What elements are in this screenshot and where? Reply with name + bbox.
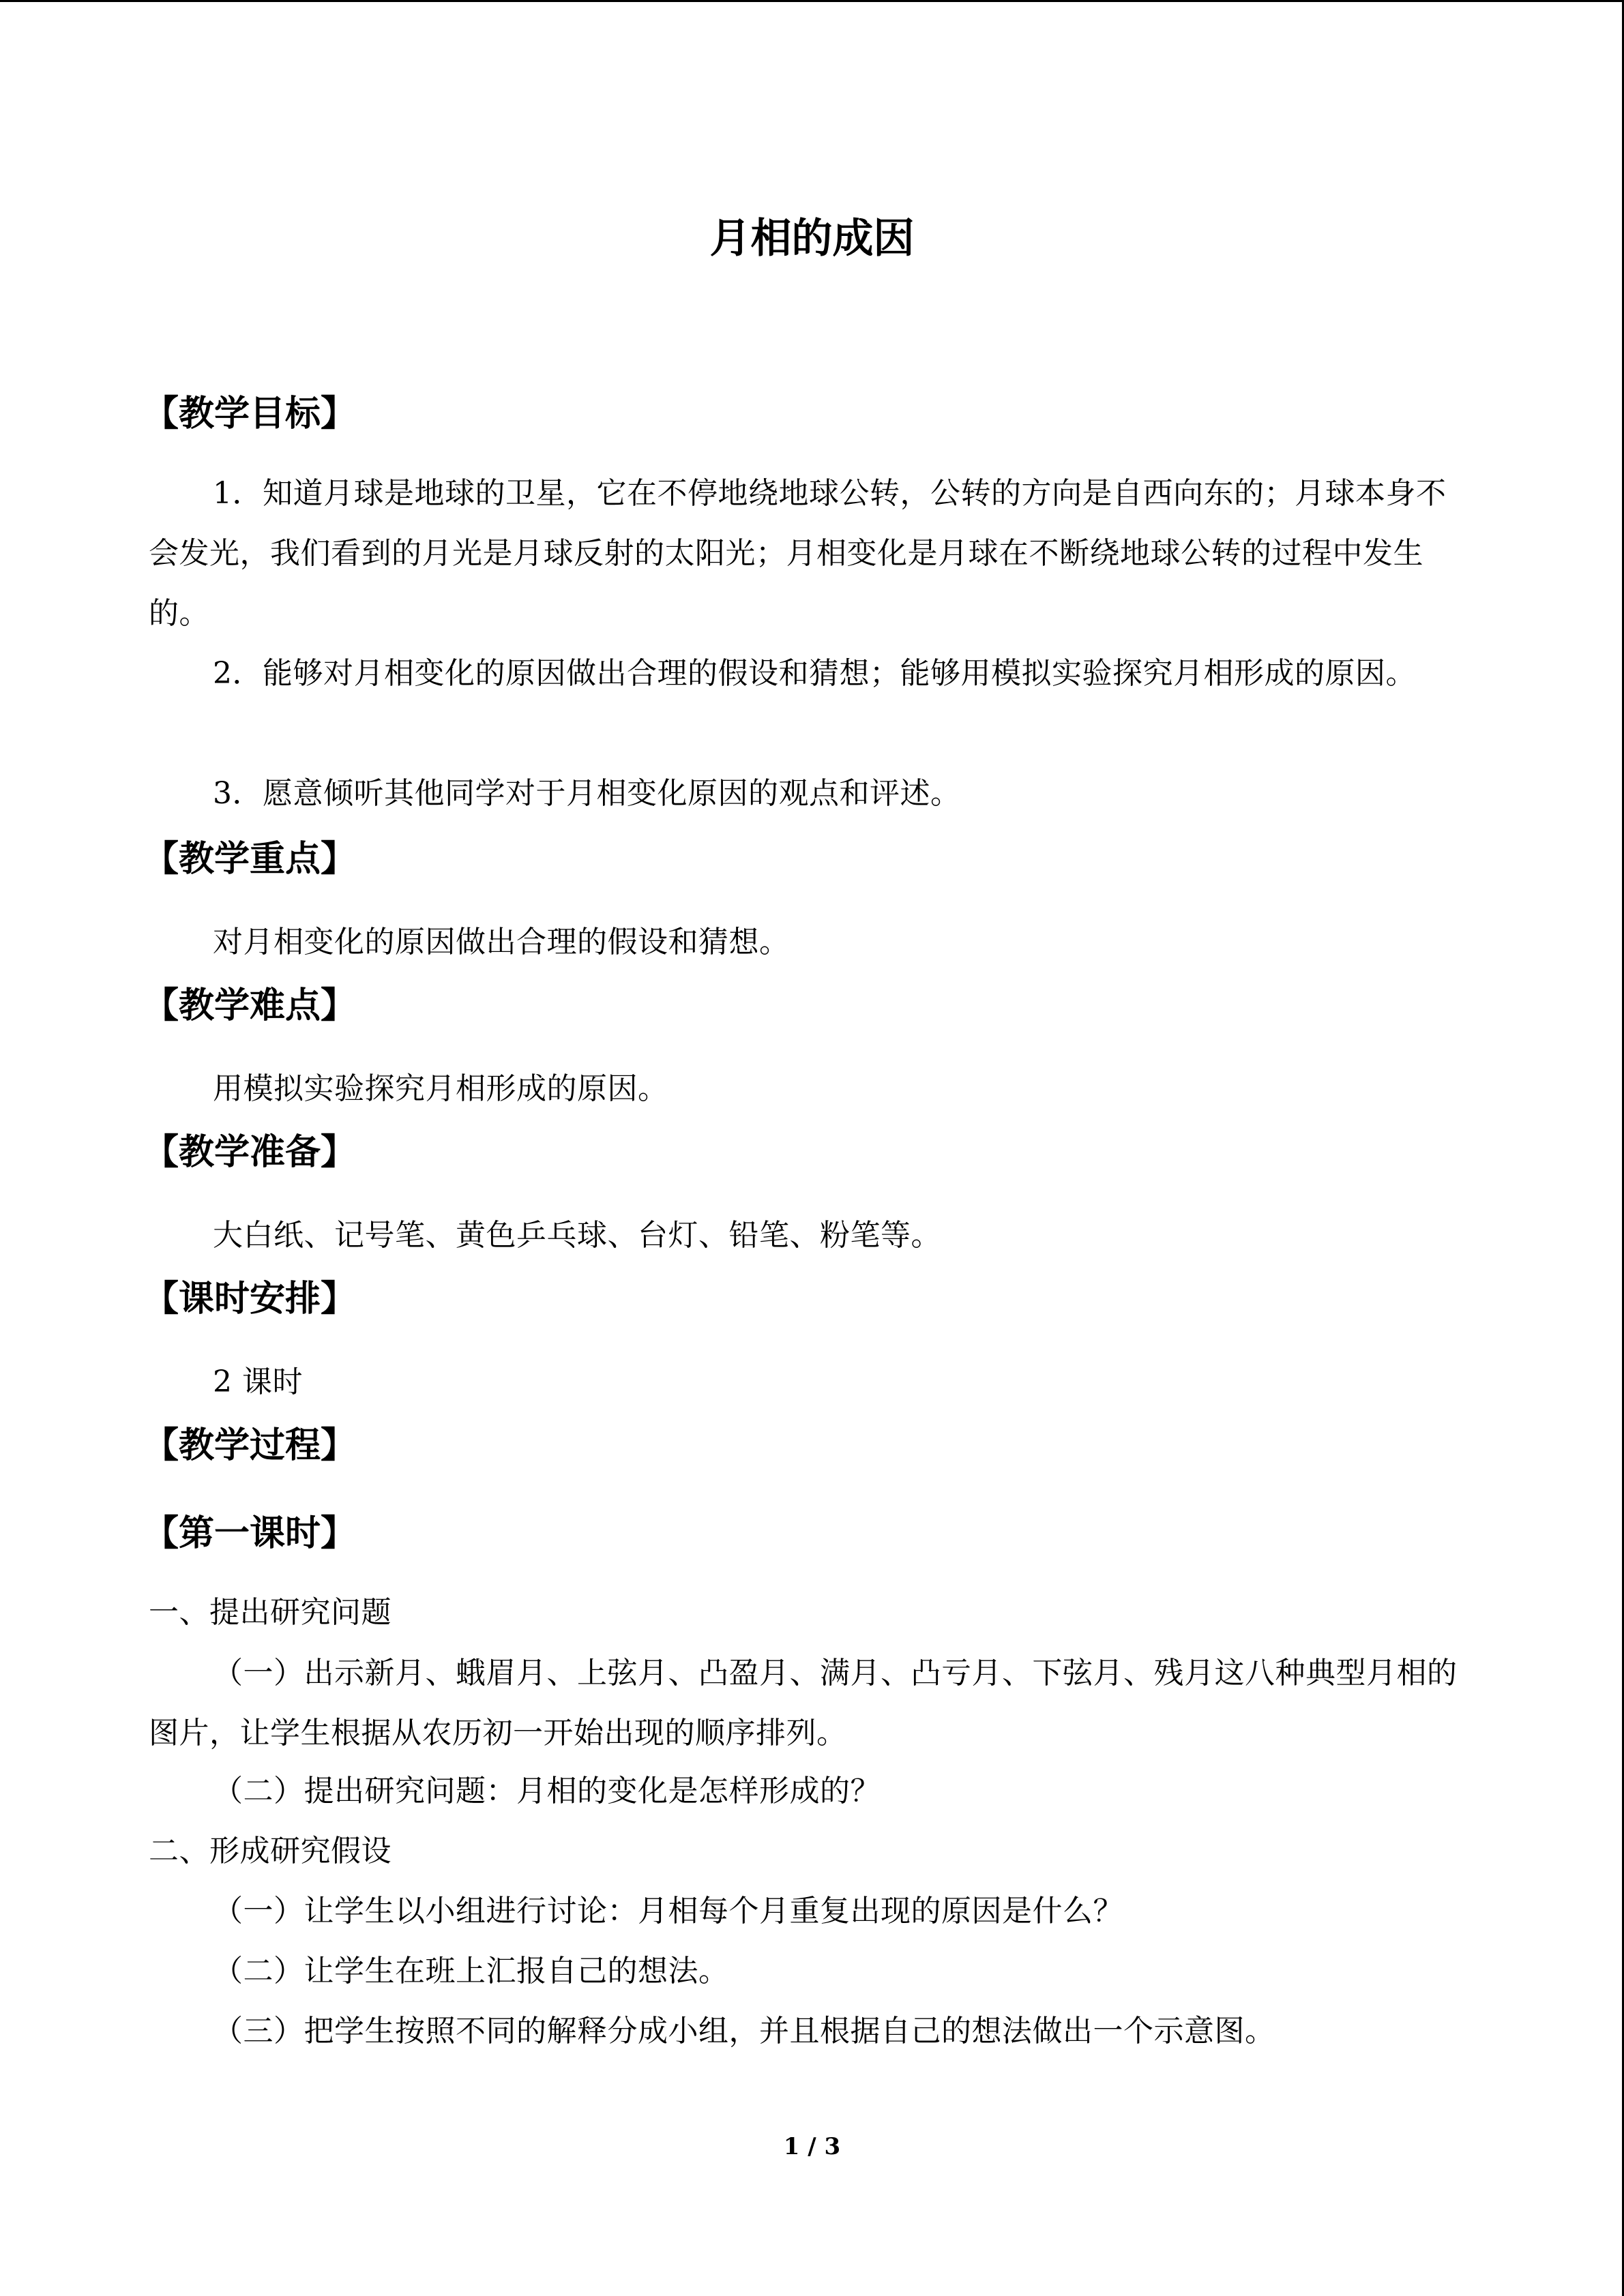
- key-point-text: 对月相变化的原因做出合理的假设和猜想。: [213, 925, 790, 959]
- part-1-item-1: （一）出示新月、蛾眉月、上弦月、凸盈月、满月、凸亏月、下弦月、残月这八种典型月相的图片，让学生根据从农历初一开始出现的顺序排列。: [149, 1656, 1458, 1750]
- heading-process: 【教学过程】: [143, 1425, 357, 1466]
- part-2-title: 二、形成研究假设: [149, 1834, 392, 1868]
- part-1-item-2: （二）提出研究问题：月相的变化是怎样形成的？: [213, 1774, 881, 1808]
- heading-key-point: 【教学重点】: [143, 839, 357, 880]
- part-1-title: 一、提出研究问题: [149, 1595, 392, 1630]
- goal-item-2: 2．能够对月相变化的原因做出合理的假设和猜想；能够用模拟实验探究月相形成的原因。: [213, 656, 1416, 691]
- heading-schedule: 【课时安排】: [143, 1279, 357, 1320]
- goal-item-3: 3．愿意倾听其他同学对于月相变化原因的观点和评述。: [213, 776, 961, 811]
- heading-preparation: 【教学准备】: [143, 1132, 357, 1173]
- heading-teaching-goals: 【教学目标】: [143, 393, 357, 434]
- page-border-top: [0, 0, 1624, 2]
- goal-item-1: 1．知道月球是地球的卫星，它在不停地绕地球公转，公转的方向是自西向东的；月球本身不会发光，我们看到的月光是月球反射的太阳光；月相变化是月球在不断绕地球公转的过程中发生的。: [149, 476, 1447, 631]
- part-2-item-1: （一）让学生以小组进行讨论：月相每个月重复出现的原因是什么？: [213, 1894, 1123, 1928]
- heading-difficulty: 【教学难点】: [143, 985, 357, 1026]
- heading-lesson-1: 【第一课时】: [143, 1513, 357, 1554]
- schedule-text: 2 课时: [213, 1365, 303, 1399]
- difficulty-text: 用模拟实验探究月相形成的原因。: [213, 1071, 668, 1106]
- part-2-item-2: （二）让学生在班上汇报自己的想法。: [213, 1954, 729, 1988]
- document-title: 月相的成因: [709, 215, 915, 263]
- preparation-text: 大白纸、记号笔、黄色乒乓球、台灯、铅笔、粉笔等。: [213, 1218, 941, 1253]
- part-2-item-3: （三）把学生按照不同的解释分成小组，并且根据自己的想法做出一个示意图。: [213, 2014, 1275, 2048]
- page-number: 1 / 3: [783, 2133, 841, 2160]
